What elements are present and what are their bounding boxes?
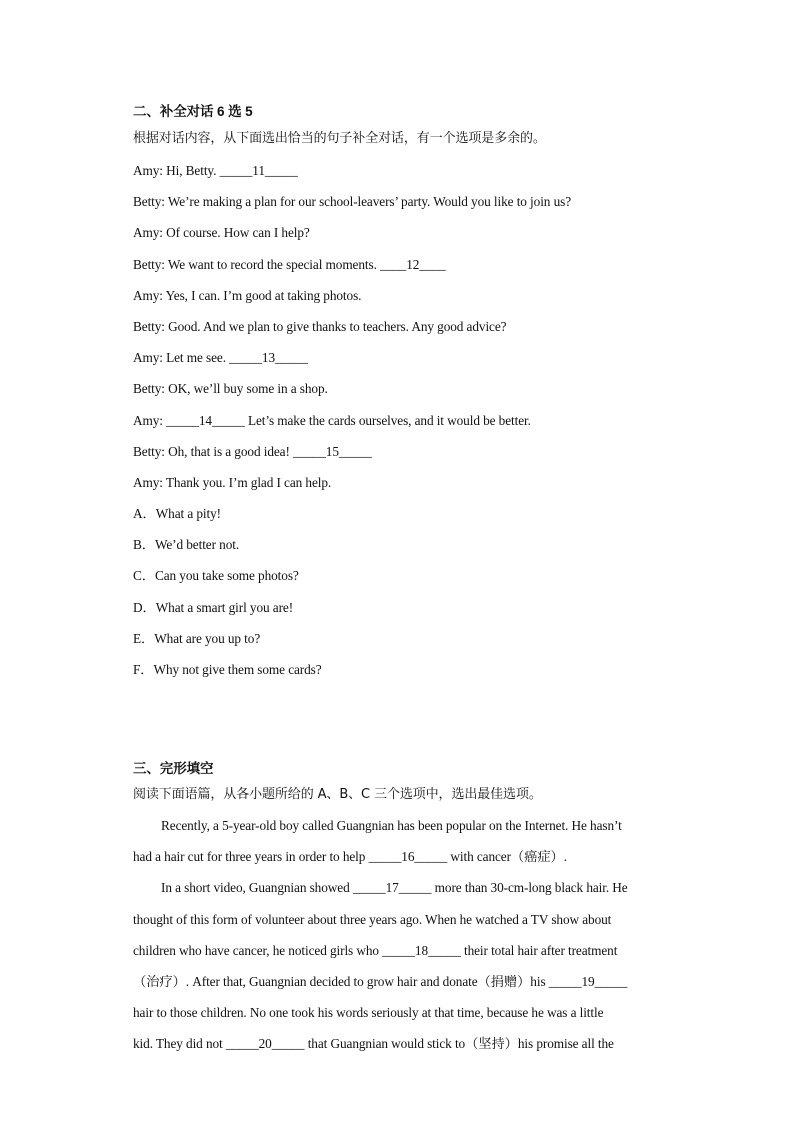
dialogue-line-text: Amy: Hi, Betty. <box>133 163 220 178</box>
dialogue-line-text: Amy: <box>133 412 167 428</box>
answer-blank[interactable]: _____13_____ <box>229 350 308 366</box>
passage-line-text-after: more than 30-cm-long black hair. He <box>431 880 628 896</box>
dialogue-line-text: Betty: We want to record the special moments. <box>133 256 381 272</box>
dialogue-line <box>133 318 506 336</box>
answer-blank[interactable]: _____16_____ <box>368 849 448 865</box>
answer-blank[interactable]: _____18_____ <box>382 942 461 958</box>
passage-line <box>133 1004 603 1022</box>
option-item[interactable]: B．We’d better not. <box>133 537 240 553</box>
dialogue-line-text: Betty: Good. And we plan to give thanks to teachers. Any good advice? <box>133 319 507 334</box>
answer-blank[interactable]: ____12____ <box>380 256 446 272</box>
dialogue-line-text: Amy: Let me see. <box>133 350 230 366</box>
passage-line <box>161 817 622 835</box>
option-item[interactable]: F．Why not give them some cards? <box>133 662 322 677</box>
dialogue-line-text: Amy: Of course. How can I help? <box>133 225 310 241</box>
answer-blank[interactable]: _____11_____ <box>219 163 298 178</box>
dialogue-line <box>133 349 308 367</box>
dialogue-line-text: Amy: Yes, I can. I’m good at taking photos. <box>133 287 362 303</box>
dialogue-line-text-after: Let’s make the cards ourselves, and it would be better. <box>244 412 531 428</box>
dialogue-line-text: Amy: Thank you. I’m glad I can help. <box>133 475 332 490</box>
dialogue-line <box>133 474 331 492</box>
passage-line-text-after: with cancer（癌症）. <box>447 849 567 865</box>
dialogue-line <box>133 224 310 242</box>
dialogue-line <box>133 287 361 305</box>
section3-title: 三、完形填空 <box>133 761 214 776</box>
passage-line <box>133 911 611 929</box>
passage-line-text: In a short video, Guangnian showed <box>161 880 353 896</box>
dialogue-line-text: Betty: OK, we’ll buy some in a shop. <box>133 381 328 397</box>
section3-instruction: 阅读下面语篇，从各小题所给的 A、B、C 三个选项中，选出最佳选项。 <box>133 787 542 802</box>
dialogue-line <box>133 193 571 211</box>
answer-blank[interactable]: _____19_____ <box>548 974 628 989</box>
passage-line <box>161 879 628 897</box>
answer-blank[interactable]: _____17_____ <box>352 880 432 896</box>
passage-line <box>133 973 627 991</box>
answer-blank[interactable]: _____14_____ <box>166 412 245 428</box>
passage-line <box>133 942 617 960</box>
passage-line <box>133 848 567 866</box>
option-item[interactable]: A．What a pity! <box>133 506 221 521</box>
passage-line-text: kid. They did not <box>133 1036 226 1052</box>
passage-line-text: thought of this form of volunteer about three years ago. When he watched a TV show about <box>133 911 612 927</box>
dialogue-line-text: Betty: Oh, that is a good idea! <box>133 443 294 459</box>
dialogue-line <box>133 443 372 461</box>
answer-blank[interactable]: _____20_____ <box>225 1036 305 1052</box>
passage-line-text-after: their total hair after treatment <box>460 942 618 958</box>
option-item[interactable]: D．What a smart girl you are! <box>133 599 294 615</box>
passage-line-text: hair to those children. No one took his words seriously at that time, because he was a little <box>133 1005 604 1021</box>
dialogue-line <box>133 256 446 274</box>
dialogue-line <box>133 162 298 180</box>
answer-blank[interactable]: _____15_____ <box>293 443 372 459</box>
section2-instruction: 根据对话内容，从下面选出恰当的句子补全对话，有一个选项是多余的。 <box>133 131 546 146</box>
option-item[interactable]: C．Can you take some photos? <box>133 568 299 584</box>
passage-line-text: Recently, a 5-year-old boy called Guangnian has been popular on the Internet. He hasn’t <box>161 818 622 833</box>
passage-line-text: had a hair cut for three years in order to help <box>133 849 369 865</box>
dialogue-line <box>133 380 328 398</box>
dialogue-line <box>133 412 531 430</box>
passage-line-text: （治疗）. After that, Guangnian decided to grow hair and donate（捐赠）his <box>133 974 549 989</box>
section2-title: 二、补全对话 6 选 5 <box>133 104 253 119</box>
passage-line-text: children who have cancer, he noticed girls who <box>133 942 383 958</box>
option-item[interactable]: E．What are you up to? <box>133 630 261 646</box>
passage-line <box>133 1035 614 1053</box>
dialogue-line-text: Betty: We’re making a plan for our school-leavers’ party. Would you like to join us? <box>133 194 571 210</box>
passage-line-text-after: that Guangnian would stick to（坚持）his promise all the <box>304 1036 614 1052</box>
